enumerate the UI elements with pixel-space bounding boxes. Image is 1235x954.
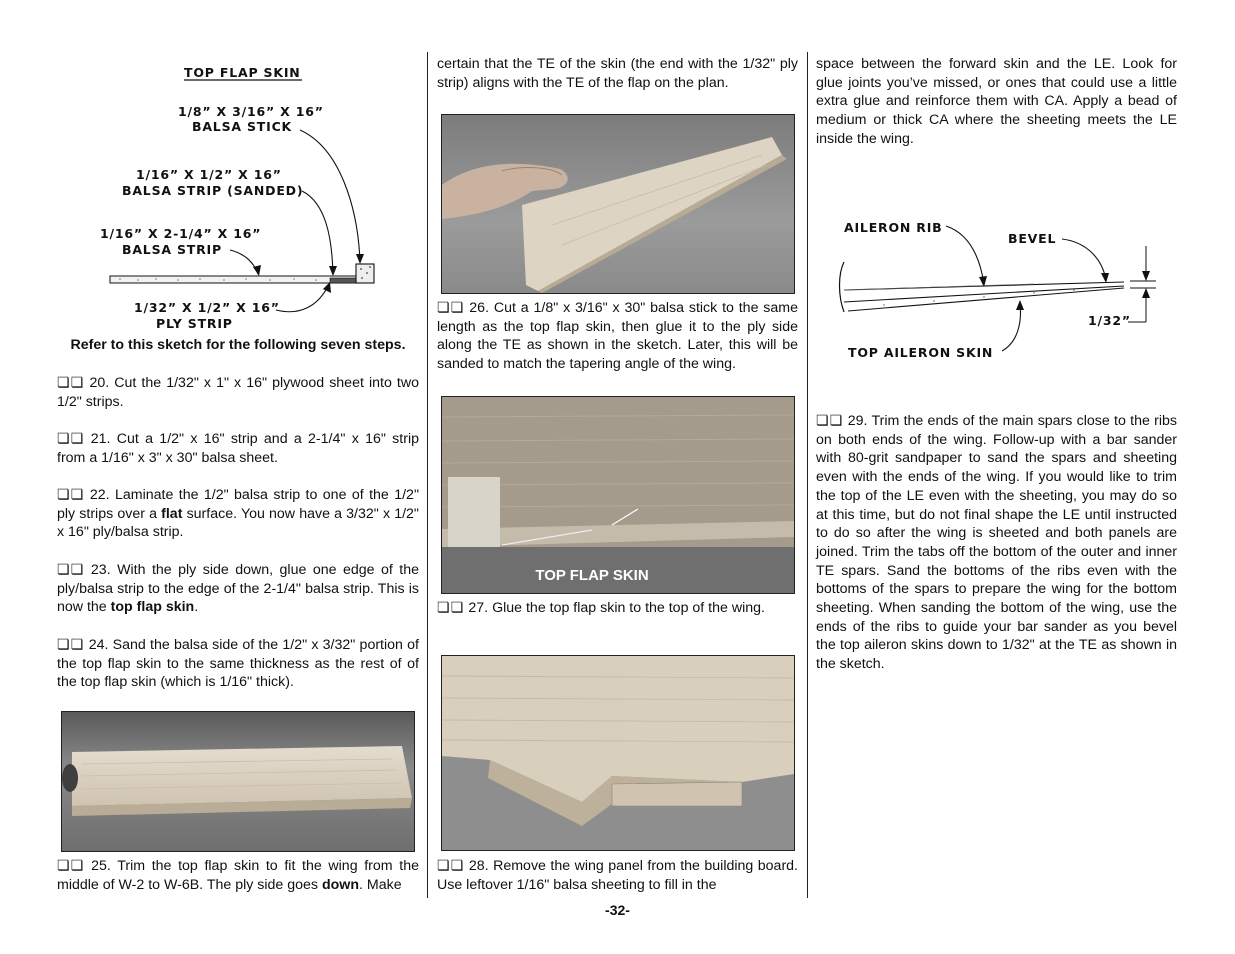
column-divider-left bbox=[427, 52, 428, 898]
step-25-text-bold: down bbox=[321, 876, 360, 893]
step-23-checkbox[interactable]: ❏❏ bbox=[57, 562, 85, 578]
step-21-text: 21. Cut a 1/2" x 16" strip and a 2-1/4" x 16" strip from a 1/16" x 3" x 30" balsa sheet. bbox=[57, 431, 419, 466]
step-27-checkbox[interactable]: ❏❏ bbox=[437, 600, 465, 616]
aileron-sketch bbox=[824, 212, 1174, 364]
step-28 bbox=[437, 857, 798, 894]
label-aileron-rib: AILERON RIB bbox=[844, 220, 943, 235]
label-top-aileron-skin: TOP AILERON SKIN bbox=[848, 345, 994, 360]
step-25-text-a: 25. Trim the top flap skin to fit the wing from the middle of W-2 to W-6B. The ply side goes bbox=[57, 858, 419, 893]
page-number: -32- bbox=[605, 902, 630, 918]
step-22 bbox=[57, 486, 419, 542]
step-23 bbox=[57, 561, 419, 617]
step-21 bbox=[57, 430, 419, 467]
column-divider-right bbox=[807, 52, 808, 898]
label-balsa-stick: BALSA STICK bbox=[192, 119, 293, 134]
label-one-thirtysecond: 1/32” bbox=[1088, 313, 1131, 328]
step-25-continued: certain that the TE of the skin (the end with the 1/32" ply strip) aligns with the TE of the flap on the plan. bbox=[437, 56, 798, 91]
step-23-text-a: 23. With the ply side down, glue one edge of the ply/balsa strip to the edge of the 2-1/4" balsa strip. This is now the bbox=[57, 562, 419, 616]
step-29-checkbox[interactable]: ❏❏ bbox=[816, 413, 844, 429]
step-26-checkbox[interactable]: ❏❏ bbox=[437, 300, 465, 316]
sketch-title: TOP FLAP SKIN bbox=[184, 65, 301, 80]
photo-top-flap-skin-on-wing bbox=[441, 396, 795, 594]
step-23-text-bold: top flap skin bbox=[110, 599, 195, 616]
step-20-checkbox[interactable]: ❏❏ bbox=[57, 375, 85, 391]
step-26 bbox=[437, 299, 798, 374]
label-sanded-strip-dims: 1/16” X 1/2” X 16” bbox=[136, 167, 282, 182]
step-25-text-b: . Make bbox=[359, 876, 402, 893]
step-25 bbox=[57, 857, 419, 894]
photo-hand-holding-skin bbox=[441, 114, 795, 294]
step-29-text: 29. Trim the ends of the main spars close to the ribs on both ends of the wing. Follow-up with a bar sander with 80-grit sandpaper to sand the spars and sheeting even with the ends of the wing. If you would like to trim the top of the LE even with the sheeting, you may do so at this time, but do not final shape the LE until instructed to do so after the wing is sheeted and both panels are joined. Trim the tabs off the bottom of the outer and inner TE spars. Sand the bottoms of the ribs even with the bottoms of the spars to prepare the wing for the bottom sheeting. When sanding the bottom of the wing, use the ends of the ribs to guide your bar sander as you bevel the top aileron skins down to 1/32" at the TE as shown in the sketch. bbox=[816, 413, 1177, 673]
step-23-text-b: . bbox=[194, 599, 199, 616]
step-20 bbox=[57, 374, 419, 411]
photo-wing-panel-fill bbox=[441, 655, 795, 851]
label-balsa-strip-dims: 1/16” X 2-1/4” X 16” bbox=[100, 226, 262, 241]
label-ply-strip-dims: 1/32” X 1/2” X 16” bbox=[134, 300, 280, 315]
photo-flap-skin bbox=[61, 711, 415, 852]
top-flap-skin-sketch bbox=[90, 58, 410, 336]
label-sanded-strip: BALSA STRIP (SANDED) bbox=[122, 183, 304, 198]
label-ply-strip: PLY STRIP bbox=[156, 316, 233, 331]
wing-fill-graphic bbox=[442, 656, 794, 850]
step-28-continued: space between the forward skin and the LE. Look for glue joints you’ve missed, or ones that could use a little extra glue and reinforce them with CA. Apply a bead of medium or thick CA where the sheeting meets the LE inside the wing. bbox=[816, 56, 1177, 147]
label-balsa-stick-dims: 1/8” X 3/16” X 16” bbox=[178, 104, 324, 119]
step-24-text: 24. Sand the balsa side of the 1/2" x 3/32" portion of the top flap skin to the same thickness as the rest of of the top flap skin (which is 1/16" thick). bbox=[57, 637, 419, 691]
label-bevel: BEVEL bbox=[1008, 231, 1057, 246]
step-21-checkbox[interactable]: ❏❏ bbox=[57, 431, 85, 447]
step-24 bbox=[57, 636, 419, 692]
step-22-text-bold: flat bbox=[161, 505, 183, 522]
step-22-checkbox[interactable]: ❏❏ bbox=[57, 487, 85, 503]
sketch-caption: Refer to this sketch for the following seven steps. bbox=[70, 337, 406, 353]
step-28-text: 28. Remove the wing panel from the building board. Use leftover 1/16" balsa sheeting to fill in the bbox=[437, 858, 798, 893]
step-27 bbox=[437, 599, 798, 618]
step-27-text: 27. Glue the top flap skin to the top of the wing. bbox=[468, 600, 765, 616]
flap-skin-graphic bbox=[62, 712, 414, 851]
step-22-text-b: surface. You now have a 3/32" x 1/2" x 16" ply/balsa strip. bbox=[57, 505, 419, 541]
photo-label-top-flap-skin: TOP FLAP SKIN bbox=[535, 567, 649, 584]
step-26-text: 26. Cut a 1/8" x 3/16" x 30" balsa stick to the same length as the top flap skin, then glue it to the ply side along the TE as shown in the sketch. Later, this will be sanded to match the tapering angle of the wing. bbox=[437, 300, 798, 373]
step-28-checkbox[interactable]: ❏❏ bbox=[437, 858, 465, 874]
step-20-text: 20. Cut the 1/32" x 1" x 16" plywood sheet into two 1/2" strips. bbox=[57, 375, 419, 410]
label-balsa-strip: BALSA STRIP bbox=[122, 242, 222, 257]
hand-skin-graphic bbox=[442, 115, 794, 293]
step-29 bbox=[816, 412, 1177, 674]
step-25-checkbox[interactable]: ❏❏ bbox=[57, 858, 85, 874]
wing-skin-graphic bbox=[442, 397, 794, 593]
step-22-text-a: 22. Laminate the 1/2" balsa strip to one of the 1/2" ply strips over a bbox=[57, 487, 419, 522]
step-24-checkbox[interactable]: ❏❏ bbox=[57, 637, 85, 653]
